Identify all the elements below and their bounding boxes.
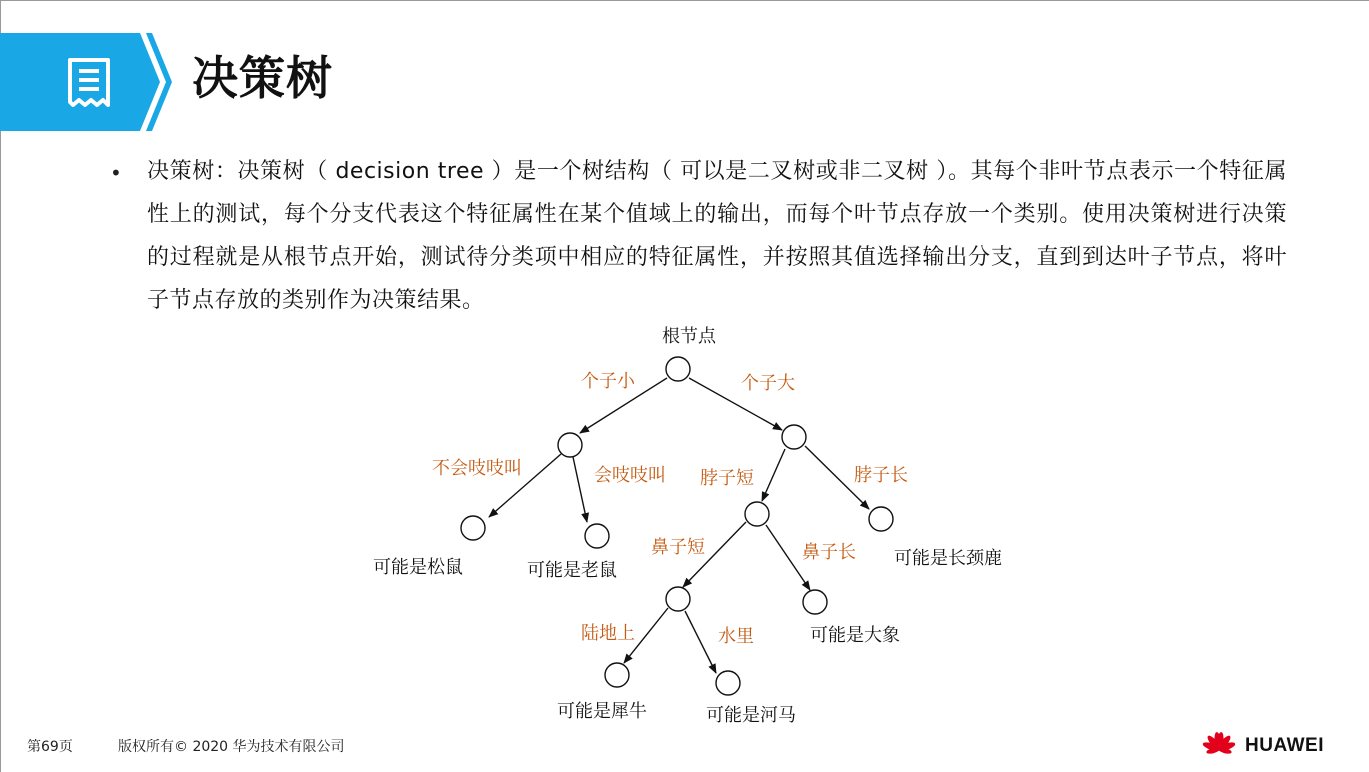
- node-elephant: [803, 590, 827, 614]
- edge-big-left: [762, 449, 785, 501]
- edge-label-water: 水里: [718, 626, 754, 647]
- node-giraffe: [869, 507, 893, 531]
- edge-label-no-squeak: 不会吱吱叫: [432, 458, 522, 479]
- leaf-label-rhino: 可能是犀牛: [557, 701, 647, 722]
- edge-label-short-nose: 鼻子短: [651, 537, 705, 558]
- node-short-nose: [666, 587, 690, 611]
- node-short-neck: [745, 502, 769, 526]
- leaf-label-hippo: 可能是河马: [706, 705, 796, 726]
- edge-label-big: 个子大: [741, 373, 795, 394]
- node-squirrel: [461, 516, 485, 540]
- node-rhino: [605, 663, 629, 687]
- edge-short-nose-right: [685, 611, 716, 673]
- leaf-label-mouse: 可能是老鼠: [527, 560, 617, 581]
- node-hippo: [716, 671, 740, 695]
- huawei-wordmark: HUAWEI: [1245, 735, 1324, 756]
- huawei-logo: [1199, 729, 1324, 763]
- copyright-text: 版权所有© 2020 华为技术有限公司: [118, 739, 345, 755]
- body-paragraph: 决策树：决策树（ decision tree ）是一个树结构（ 可以是二叉树或非二叉树 ）。其每个非叶节点表示一个特征属性上的测试，每个分支代表这个特征属性在某个值域上的输出，而每个叶节点存放一个类别。使用决策树进行决策的过程就是从根节点开始，测试待分类项中相应的特征属性，并按照其值选择输出分支，直到到达叶子节点，将叶子节点存放的类别作为决策结果。: [147, 159, 1287, 313]
- node-mouse: [585, 524, 609, 548]
- leaf-label-squirrel: 可能是松鼠: [373, 557, 463, 578]
- edge-label-squeak: 会吱吱叫: [594, 465, 666, 486]
- edge-small-right: [573, 457, 587, 522]
- node-small: [558, 433, 582, 457]
- leaf-label-giraffe: 可能是长颈鹿: [894, 548, 1002, 569]
- edge-label-long-nose: 鼻子长: [802, 542, 856, 563]
- leaf-label-elephant: 可能是大象: [810, 625, 900, 646]
- bullet-icon: •: [110, 161, 122, 185]
- edge-label-short-neck: 脖子短: [700, 468, 754, 489]
- huawei-flower-icon: [1199, 729, 1239, 763]
- edge-label-land: 陆地上: [581, 623, 635, 644]
- edge-label-small: 个子小: [581, 371, 635, 392]
- root-label: 根节点: [662, 326, 716, 347]
- node-big: [782, 425, 806, 449]
- page-title: 决策树: [192, 51, 333, 105]
- node-root: [666, 357, 690, 381]
- page-number: 第69页: [27, 739, 73, 755]
- edge-label-long-neck: 脖子长: [854, 465, 908, 486]
